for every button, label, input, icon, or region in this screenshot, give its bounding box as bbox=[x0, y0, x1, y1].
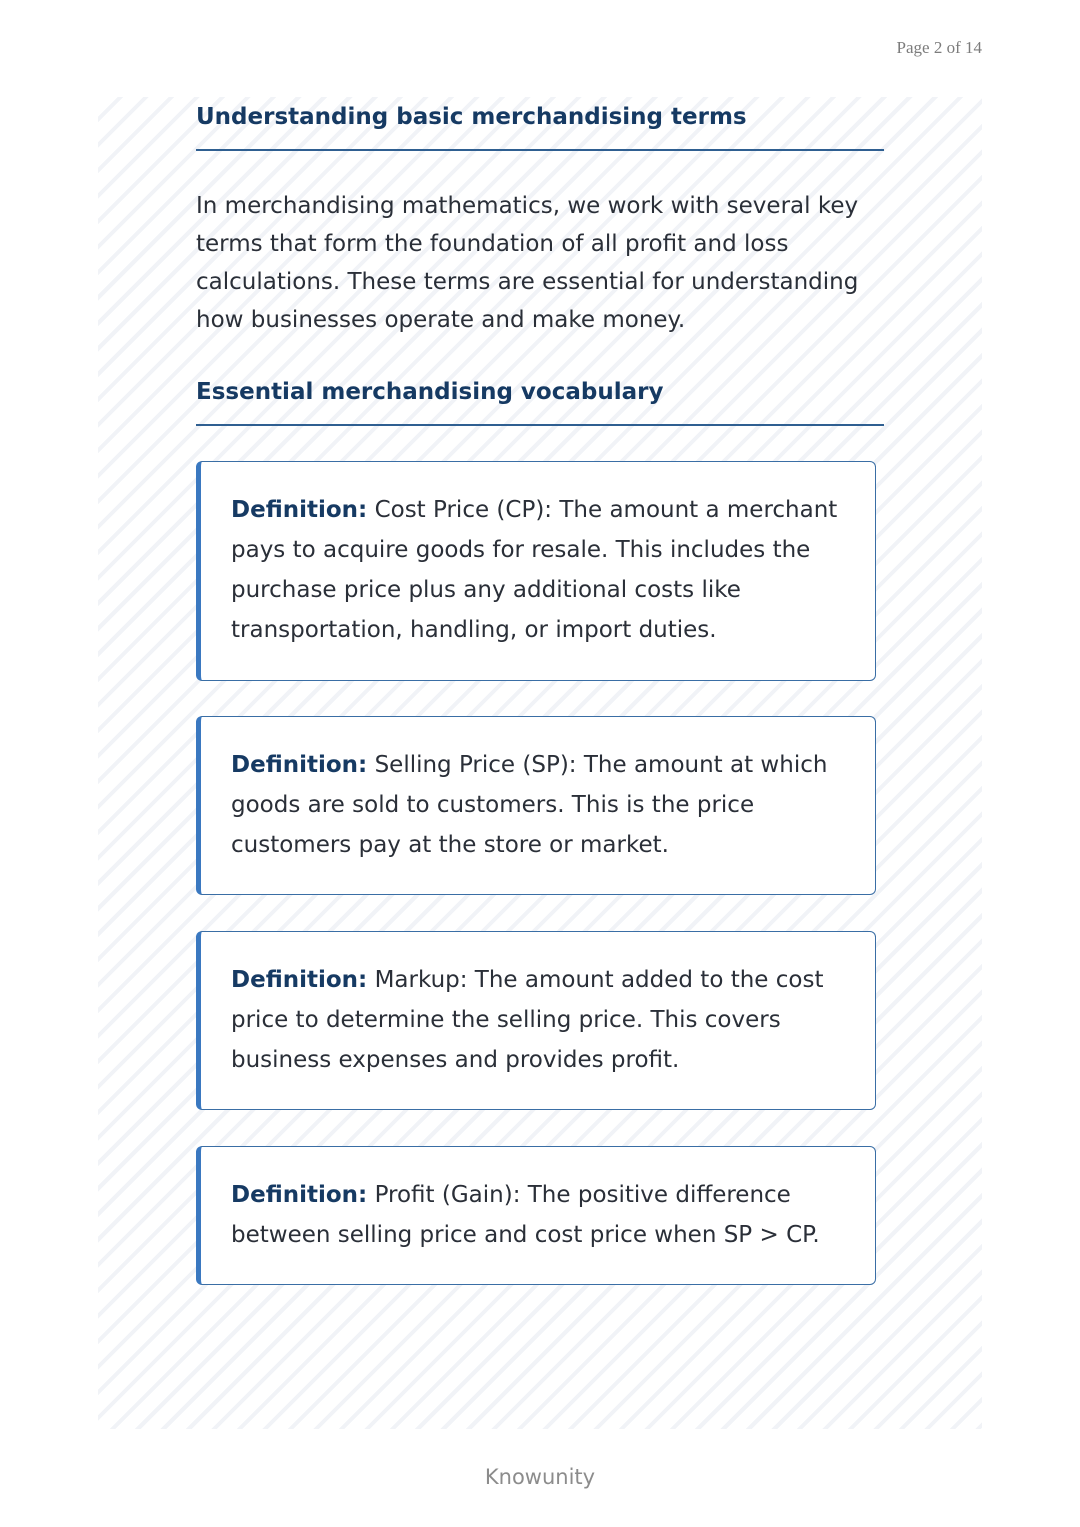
definition-body: Cost Price (CP): The amount a merchant pays to acquire goods for resale. This includes the purchase price plus any additional costs like transportation, handling, or import duties. bbox=[231, 497, 838, 643]
definition-text bbox=[231, 960, 851, 1080]
definition-box-profit bbox=[196, 1146, 876, 1285]
definition-label: Definition: bbox=[231, 752, 368, 778]
section-heading-vocabulary: Essential merchandising vocabulary bbox=[196, 379, 664, 405]
definition-label: Definition: bbox=[231, 1182, 368, 1208]
heading-divider bbox=[196, 149, 884, 151]
document-content bbox=[98, 97, 982, 1429]
definition-text bbox=[231, 1175, 851, 1255]
section-heading-terms: Understanding basic merchandising terms bbox=[196, 104, 747, 130]
definition-body: Markup: The amount added to the cost price to determine the selling price. This covers business expenses and provides profit. bbox=[231, 967, 824, 1073]
definition-text bbox=[231, 745, 851, 865]
definition-body: Selling Price (SP): The amount at which goods are sold to customers. This is the price customers pay at the store or market. bbox=[231, 752, 828, 858]
definition-box-markup bbox=[196, 931, 876, 1110]
heading-divider bbox=[196, 424, 884, 426]
footer-brand: Knowunity bbox=[484, 1465, 596, 1489]
definition-box-cost-price bbox=[196, 461, 876, 681]
page-number: Page 2 of 14 bbox=[896, 38, 982, 57]
intro-paragraph: In merchandising mathematics, we work with several key terms that form the foundation of all profit and loss calculations. These terms are essential for understanding how businesses operate and make money. bbox=[196, 193, 859, 333]
definition-label: Definition: bbox=[231, 497, 368, 523]
definition-body: Profit (Gain): The positive difference between selling price and cost price when SP > CP. bbox=[231, 1182, 820, 1248]
definition-label: Definition: bbox=[231, 967, 368, 993]
definition-box-selling-price bbox=[196, 716, 876, 895]
definition-text bbox=[231, 490, 851, 650]
